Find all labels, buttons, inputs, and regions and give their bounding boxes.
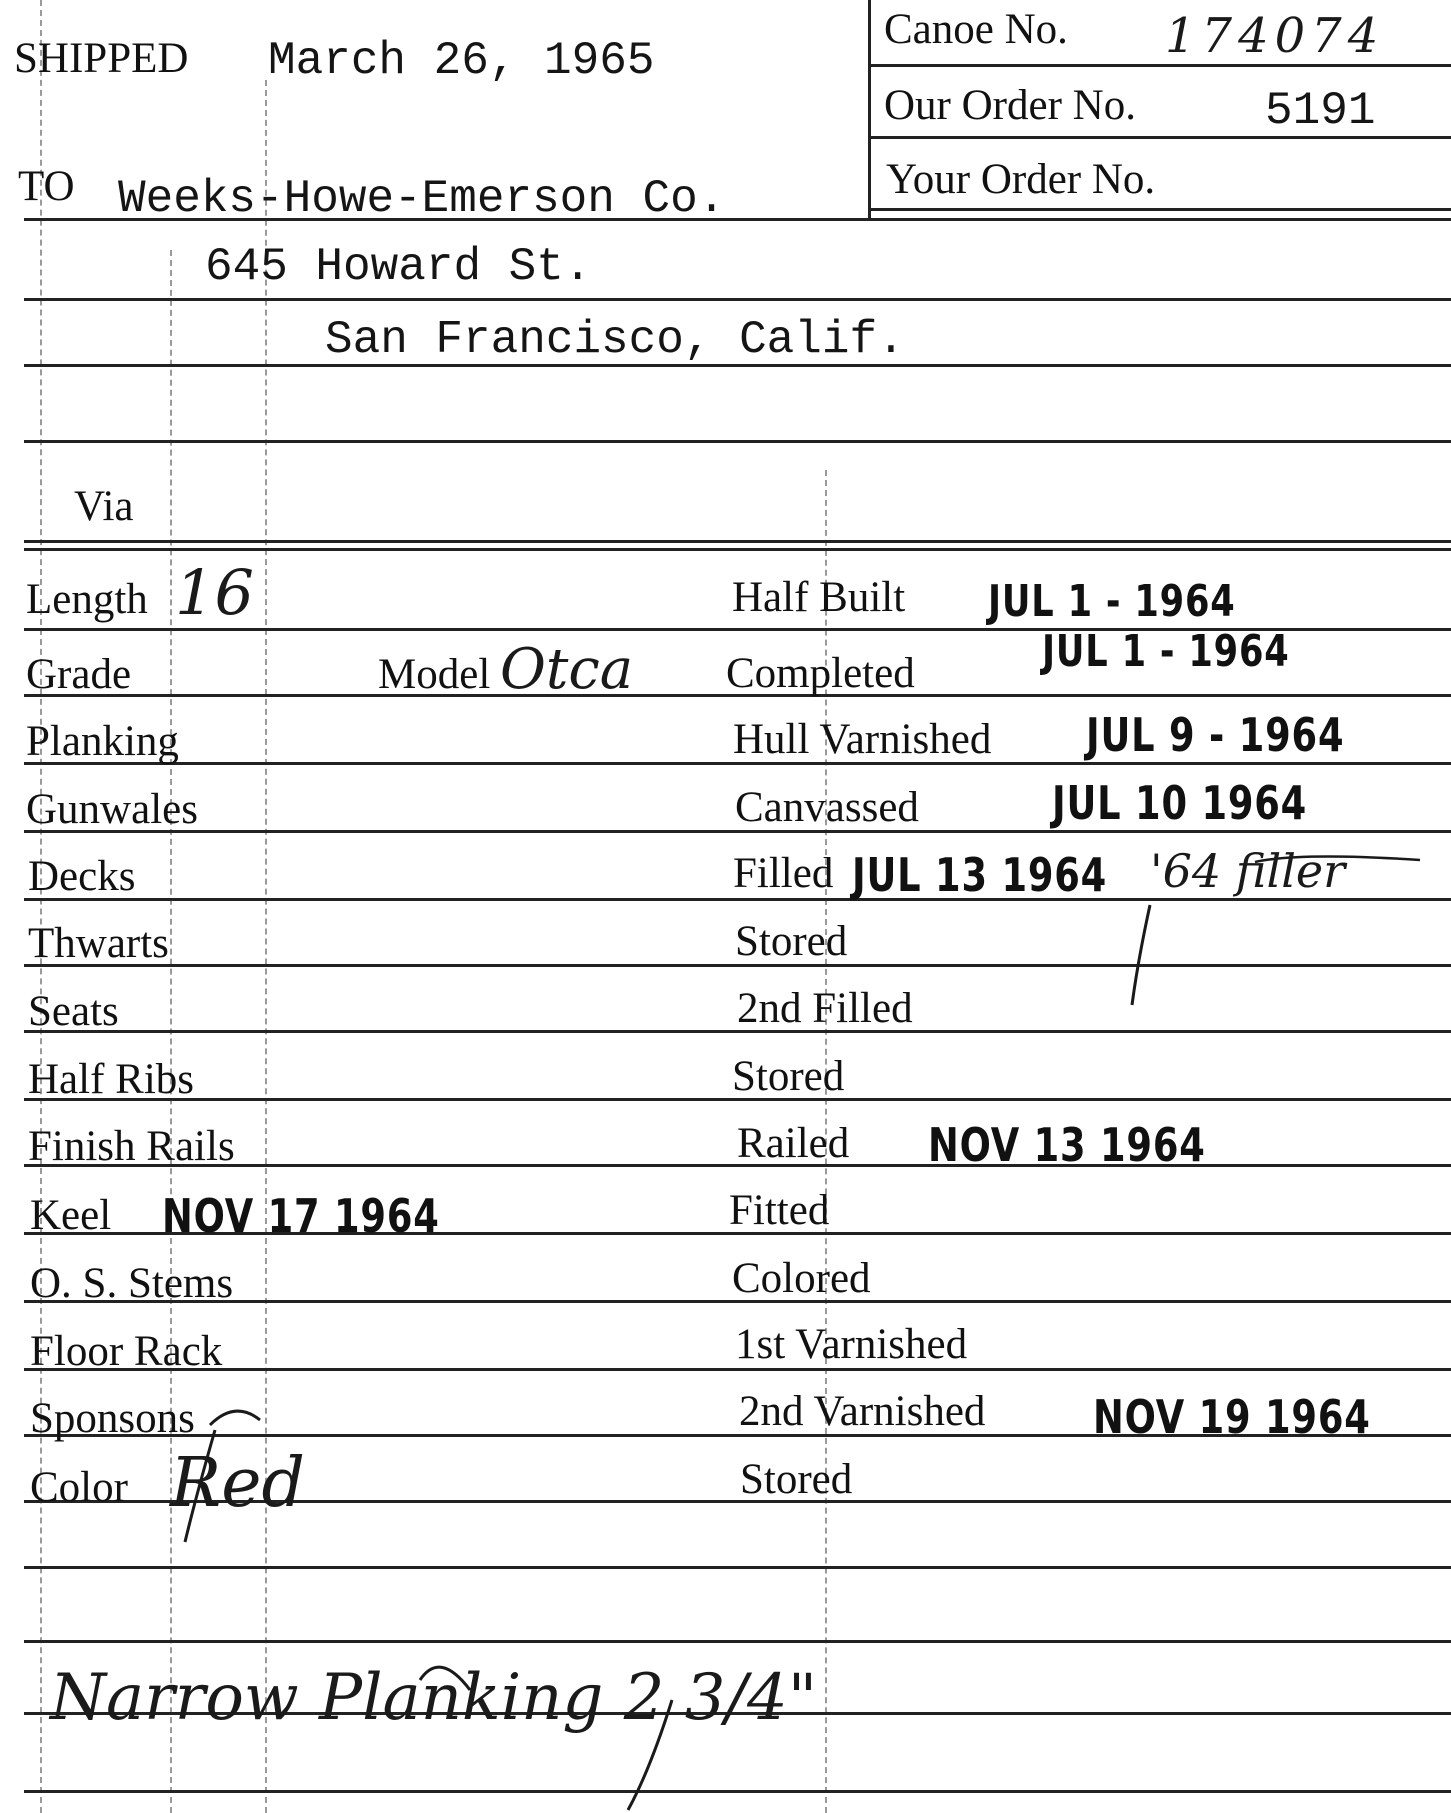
- our-order-label: Our Order No.: [884, 82, 1136, 129]
- via-label: Via: [74, 483, 134, 530]
- half-built-stamp: JUL 1 - 1964: [988, 576, 1236, 627]
- our-order-value: 5191: [1265, 85, 1376, 137]
- completed-stamp: JUL 1 - 1964: [1042, 626, 1290, 677]
- fitted-label: Fitted: [729, 1187, 830, 1234]
- field-rule: [24, 1640, 1451, 1643]
- via-rule: [24, 548, 1451, 551]
- first-varnished-label: 1st Varnished: [735, 1321, 968, 1368]
- length-label: Length: [26, 576, 148, 623]
- thwarts-label: Thwarts: [28, 920, 169, 967]
- your-order-label: Your Order No.: [886, 156, 1156, 203]
- color-label: Color: [30, 1464, 128, 1511]
- floor-rack-label: Floor Rack: [30, 1328, 223, 1375]
- second-varnished-label: 2nd Varnished: [739, 1388, 986, 1435]
- via-rule: [24, 540, 1451, 543]
- model-label: Model: [378, 651, 491, 698]
- color-value: Red: [170, 1444, 305, 1523]
- keel-stamp: NOV 17 1964: [162, 1189, 440, 1243]
- half-ribs-label: Half Ribs: [28, 1056, 195, 1103]
- hull-varnished-label: Hull Varnished: [733, 716, 992, 763]
- canvassed-stamp: JUL 10 1964: [1052, 776, 1308, 830]
- footer-handwritten-note: Narrow Planking 2 3/4": [50, 1661, 818, 1735]
- colored-label: Colored: [732, 1255, 871, 1302]
- sponsons-label: Sponsons: [30, 1395, 195, 1442]
- stored-label-1: Stored: [735, 918, 848, 965]
- header-box-divider: [868, 0, 871, 218]
- grade-label: Grade: [26, 651, 132, 698]
- finish-rails-label: Finish Rails: [28, 1123, 235, 1170]
- address-rule: [24, 440, 1451, 443]
- railed-stamp: NOV 13 1964: [928, 1118, 1206, 1172]
- hull-varnished-stamp: JUL 9 - 1964: [1086, 708, 1345, 762]
- gunwales-label: Gunwales: [26, 786, 198, 833]
- stored-label-2: Stored: [732, 1053, 845, 1100]
- field-rule: [24, 1790, 1451, 1793]
- field-rule: [24, 898, 1451, 901]
- filled-stamp: JUL 13 1964: [852, 848, 1108, 902]
- address-rule: [24, 298, 1451, 301]
- seats-label: Seats: [28, 988, 119, 1035]
- field-rule: [24, 1566, 1451, 1569]
- stored-label-3: Stored: [740, 1456, 853, 1503]
- model-value: Otca: [500, 637, 634, 702]
- address-line-2: 645 Howard St.: [205, 241, 592, 293]
- completed-label: Completed: [726, 650, 915, 697]
- column-guide: [40, 0, 42, 1813]
- address-line-3: San Francisco, Calif.: [325, 314, 905, 366]
- field-rule: [24, 1368, 1451, 1371]
- column-guide: [265, 80, 267, 1813]
- second-filled-label: 2nd Filled: [737, 985, 913, 1032]
- shipped-date: March 26, 1965: [268, 35, 655, 87]
- address-rule: [24, 218, 1451, 221]
- filled-label: Filled: [733, 850, 834, 897]
- address-line-1: Weeks-Howe-Emerson Co.: [118, 173, 726, 225]
- half-built-label: Half Built: [732, 574, 906, 621]
- decks-label: Decks: [28, 853, 136, 900]
- header-rule: [870, 64, 1451, 67]
- os-stems-label: O. S. Stems: [30, 1260, 234, 1307]
- keel-label: Keel: [30, 1192, 112, 1239]
- canvassed-label: Canvassed: [735, 784, 919, 831]
- second-varnished-stamp: NOV 19 1964: [1093, 1390, 1371, 1444]
- shipped-label: SHIPPED: [14, 35, 189, 82]
- canoe-no-value: 174074: [1165, 8, 1385, 64]
- to-label: TO: [18, 163, 75, 210]
- planking-label: Planking: [26, 718, 179, 765]
- railed-label: Railed: [737, 1120, 850, 1167]
- canoe-no-label: Canoe No.: [884, 6, 1068, 53]
- header-rule: [870, 208, 1451, 211]
- filled-note: '64 filler: [1150, 844, 1346, 898]
- length-value: 16: [175, 556, 254, 629]
- address-rule: [24, 364, 1451, 367]
